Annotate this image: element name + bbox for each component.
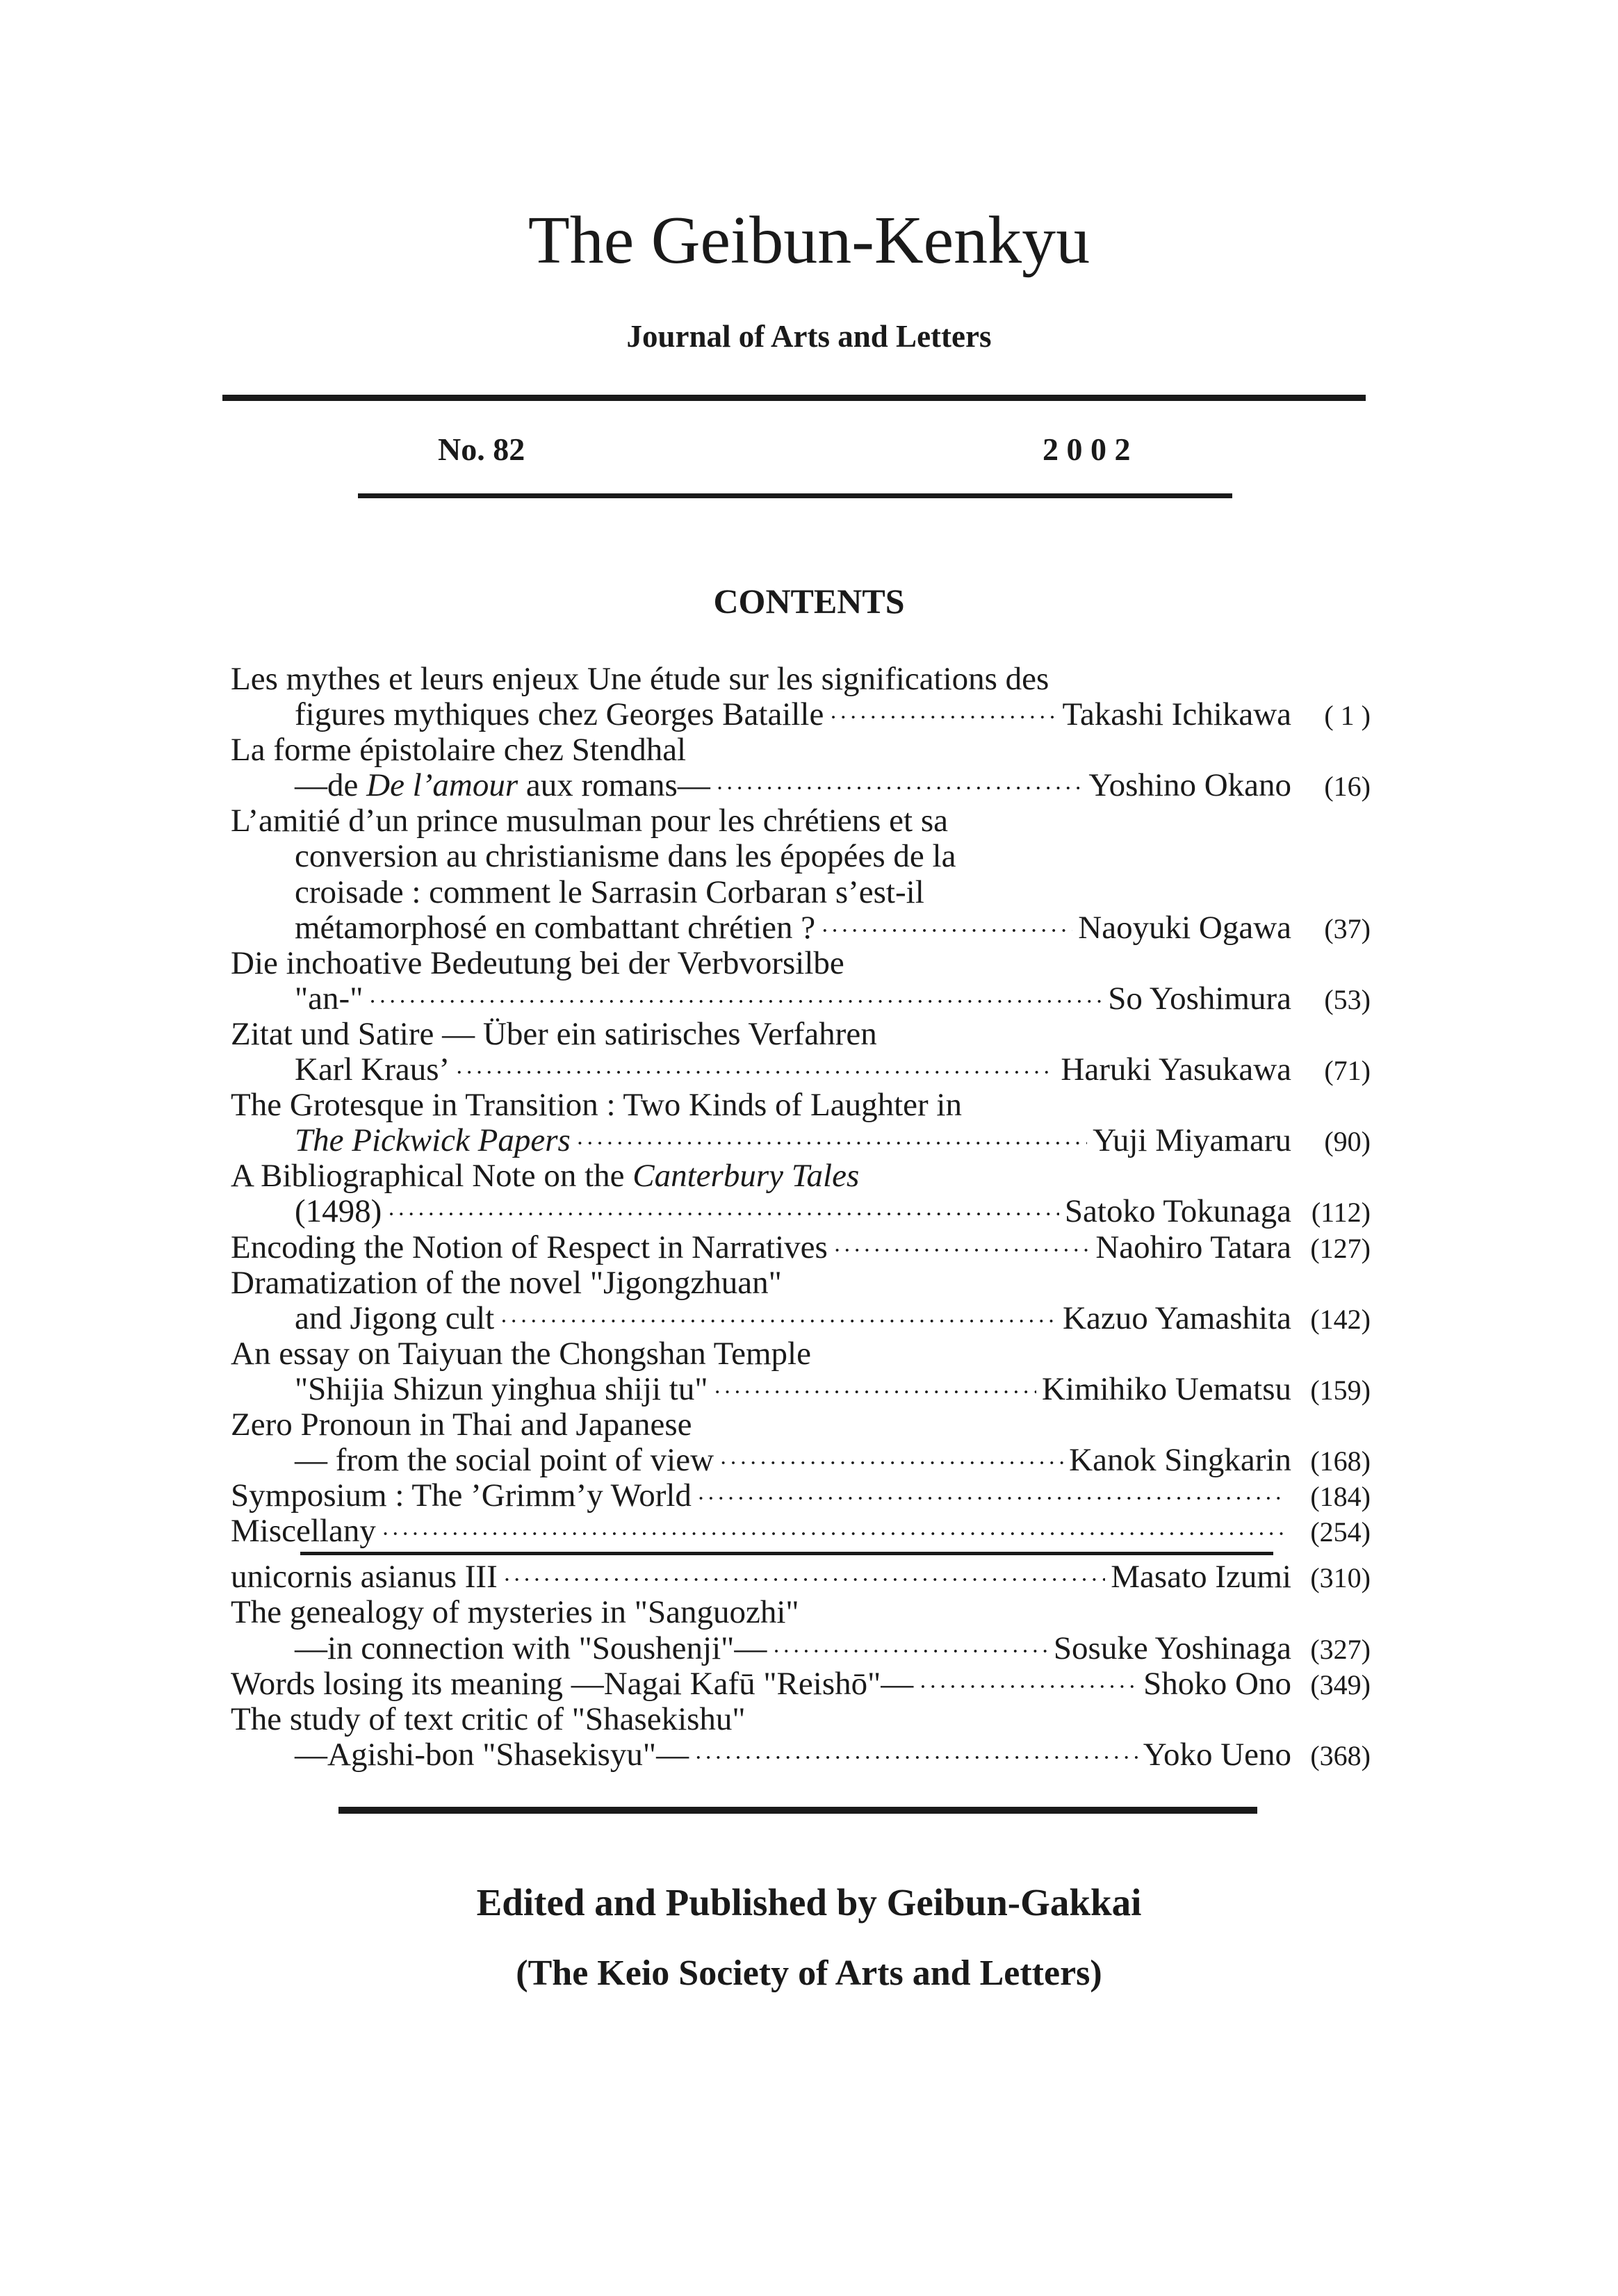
top-rule [222, 395, 1366, 401]
toc-entry: A Bibliographical Note on the Canterbury Tales (1498) ····· Satoko Tokunaga (112) [231, 1158, 1371, 1229]
leader-dots [368, 984, 1102, 1019]
leader-dots [919, 1669, 1138, 1705]
leader-dots [455, 1055, 1055, 1090]
section-rule [300, 1552, 1273, 1555]
leader-dots [716, 771, 1084, 806]
leader-dots [576, 1126, 1087, 1161]
toc-entry: Encoding the Notion of Respect in Narratives ····· Naohiro Tatara (127) [231, 1230, 1371, 1265]
toc-entry: Words losing its meaning —Nagai Kafū "Reishō"— ····· Shoko Ono (349) [231, 1666, 1371, 1702]
toc-entry: The Grotesque in Transition : Two Kinds of Laughter in The Pickwick Papers ····· Yuji Miyamaru (90) [231, 1088, 1371, 1158]
journal-subtitle: Journal of Arts and Letters [626, 319, 992, 354]
leader-dots [503, 1562, 1106, 1598]
issue-year: 2 0 0 2 [1043, 432, 1131, 467]
leader-dots [833, 1233, 1090, 1268]
toc-entry: unicornis asianus III ····· Masato Izumi (310) [231, 1559, 1371, 1595]
publisher-line: Edited and Published by Geibun-Gakkai [476, 1881, 1142, 1924]
leader-dots [772, 1634, 1048, 1669]
leader-dots [697, 1481, 1286, 1516]
leader-dots [719, 1445, 1063, 1481]
toc-entry: Miscellany ····· (254) [231, 1514, 1371, 1549]
toc-entry: The study of text critic of "Shasekishu" —Agishi-bon "Shasekisyu"— ····· Yoko Ueno (368) [231, 1702, 1371, 1773]
issue-number: No. 82 [438, 432, 525, 467]
bottom-rule [338, 1807, 1257, 1814]
toc-entry: La forme épistolaire chez Stendhal —de De l’amour aux romans— ····· Yoshino Okano (16) [231, 732, 1371, 803]
leader-dots [387, 1197, 1059, 1232]
toc-entry: Dramatization of the novel "Jigongzhuan" and Jigong cult ····· Kazuo Yamashita (142) [231, 1265, 1371, 1336]
toc-entry: The genealogy of mysteries in "Sanguozhi" —in connection with "Soushenji"— ····· Sosuke Yoshinaga (327) [231, 1595, 1371, 1666]
toc-entry: Symposium : The ’Grimm’y World ····· (184) [231, 1478, 1371, 1514]
toc-entry: Die inchoative Bedeutung bei der Verbvorsilbe "an-" ····· So Yoshimura (53) [231, 946, 1371, 1017]
contents-heading: CONTENTS [713, 582, 905, 621]
issue-rule [358, 493, 1232, 498]
toc-entry: L’amitié d’un prince musulman pour les chrétiens et sa conversion au christianisme dans les épopées de la croisade : comment le Sarrasin Corbaran s’est-il métamorphosé en combattant chrétien ? ····· Naoyuki Ogawa (37) [231, 803, 1371, 945]
leader-dots [829, 700, 1056, 735]
leader-dots [821, 913, 1072, 949]
toc-entry: Zero Pronoun in Thai and Japanese — from the social point of view ····· Kanok Singkarin (168) [231, 1407, 1371, 1478]
leader-dots [500, 1304, 1057, 1339]
toc-entry: An essay on Taiyuan the Chongshan Temple "Shijia Shizun yinghua shiji tu" ····· Kimihiko Uematsu (159) [231, 1336, 1371, 1407]
leader-dots [714, 1375, 1036, 1410]
table-of-contents [231, 662, 1371, 1773]
leader-dots [382, 1516, 1286, 1552]
journal-title: The Geibun-Kenkyu [528, 203, 1090, 278]
toc-entry: Les mythes et leurs enjeux Une étude sur les significations des figures mythiques chez Georges Bataille ····· Takashi Ichikawa ( 1 ) [231, 662, 1371, 732]
society-line: (The Keio Society of Arts and Letters) [516, 1953, 1102, 1993]
toc-entry: Zitat und Satire — Über ein satirisches Verfahren Karl Kraus’ ····· Haruki Yasukawa (71) [231, 1017, 1371, 1088]
leader-dots [694, 1740, 1138, 1776]
